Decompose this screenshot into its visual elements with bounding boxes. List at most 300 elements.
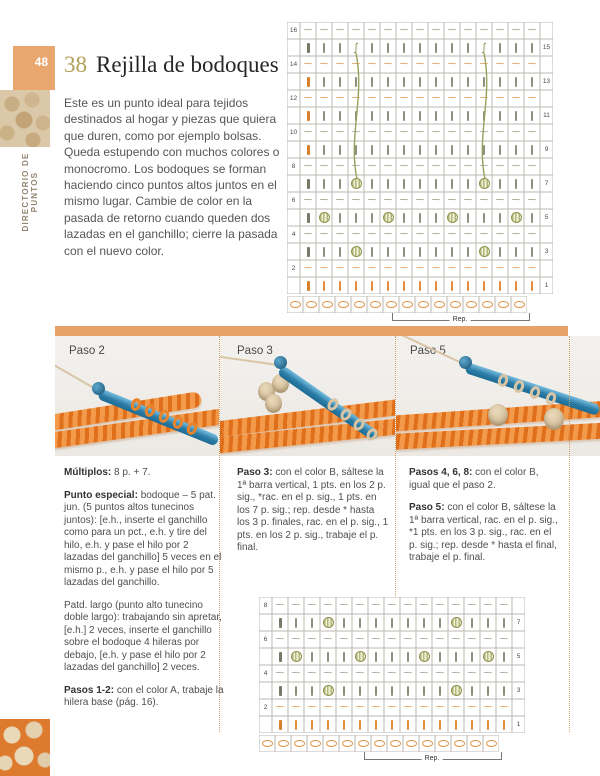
chart-cell	[428, 158, 444, 175]
long-stitch-symbol: ∫	[353, 41, 359, 54]
chart-cell	[444, 107, 460, 124]
chart-cell	[380, 226, 396, 243]
bobble-symbol	[451, 685, 462, 696]
bobble-symbol	[355, 651, 366, 662]
chart-cell	[448, 614, 464, 631]
return-pass-symbol: ~	[367, 228, 377, 240]
row-number-left: 6	[287, 192, 300, 209]
chart-cell	[460, 243, 476, 260]
return-pass-symbol: ~	[335, 92, 345, 104]
return-pass-symbol: ~	[483, 633, 493, 645]
chart-cell	[476, 124, 492, 141]
return-pass-symbol: ~	[351, 262, 361, 274]
chart-cell	[368, 614, 384, 631]
chain-stitch-symbol	[434, 301, 445, 308]
tss-bar-symbol	[391, 652, 393, 662]
chart-cell	[396, 90, 412, 107]
chart-cell	[492, 243, 508, 260]
chart-cell	[480, 699, 496, 716]
row-number-right	[540, 226, 553, 243]
chart-cell	[428, 243, 444, 260]
chart-cell	[316, 141, 332, 158]
return-pass-symbol: ~	[319, 92, 329, 104]
chart-cell	[428, 73, 444, 90]
chart-cell	[272, 648, 288, 665]
chart-cell	[396, 73, 412, 90]
return-pass-symbol: ~	[351, 58, 361, 70]
chart-cell	[476, 73, 492, 90]
tss-bar-symbol	[311, 618, 313, 628]
return-pass-symbol: ~	[303, 262, 313, 274]
tss-bar-symbol	[451, 43, 453, 53]
tss-bar-symbol	[375, 652, 377, 662]
chart-cell	[444, 56, 460, 73]
chart-cell	[480, 682, 496, 699]
tss-bar-symbol	[487, 686, 489, 696]
chart-cell	[348, 90, 364, 107]
chart-row	[287, 90, 553, 107]
tss-bar-symbol	[295, 618, 297, 628]
chart-cell	[460, 209, 476, 226]
chart-cell	[380, 124, 396, 141]
row-number-left: 2	[259, 699, 272, 716]
chain-cell	[259, 735, 275, 752]
chart-cell	[348, 124, 364, 141]
tss-bar-symbol	[307, 281, 310, 291]
return-pass-symbol: ~	[451, 667, 461, 679]
row-number-left	[287, 107, 300, 124]
tss-bar-symbol	[483, 281, 485, 291]
chart-cell	[396, 175, 412, 192]
return-pass-symbol: ~	[435, 701, 445, 713]
tss-bar-symbol	[339, 179, 341, 189]
return-pass-symbol: ~	[335, 194, 345, 206]
tss-bar-symbol	[435, 145, 437, 155]
chart-cell	[428, 141, 444, 158]
instruction-block	[409, 467, 561, 492]
return-pass-symbol: ~	[431, 160, 441, 172]
chart-cell	[496, 614, 512, 631]
chart-cell	[288, 597, 304, 614]
tss-bar-symbol	[323, 145, 325, 155]
chart-cell	[444, 39, 460, 56]
chart-cell	[396, 260, 412, 277]
chart-cell	[336, 614, 352, 631]
tss-bar-symbol	[307, 213, 310, 223]
row-number-left: 12	[287, 90, 300, 107]
chart-cell	[364, 73, 380, 90]
chart-cell	[396, 124, 412, 141]
chart-cell	[476, 277, 492, 294]
chart-cell	[332, 141, 348, 158]
return-pass-symbol: ~	[451, 599, 461, 611]
chart-cell	[288, 648, 304, 665]
tss-bar-symbol	[531, 145, 533, 155]
chart-cell	[492, 73, 508, 90]
chart-row	[287, 124, 553, 141]
chart-cell	[476, 141, 492, 158]
tss-bar-symbol	[531, 179, 533, 189]
chart-cell	[412, 39, 428, 56]
tss-bar-symbol	[487, 720, 489, 730]
chart-cell	[320, 665, 336, 682]
row-number-left: 6	[259, 631, 272, 648]
return-pass-symbol: ~	[479, 228, 489, 240]
return-pass-symbol: ~	[447, 262, 457, 274]
chart-cell	[492, 277, 508, 294]
return-pass-symbol: ~	[303, 58, 313, 70]
chart-cell	[492, 141, 508, 158]
tss-bar-symbol	[515, 247, 517, 257]
instruction-lead: Paso 3:	[237, 467, 273, 478]
chart-cell	[364, 158, 380, 175]
chart-row	[287, 73, 553, 90]
tss-bar-symbol	[387, 77, 389, 87]
chart-cell	[348, 226, 364, 243]
chart-cell	[396, 107, 412, 124]
chart-cell	[364, 90, 380, 107]
return-pass-symbol: ~	[399, 228, 409, 240]
tss-bar-symbol	[295, 720, 297, 730]
return-pass-symbol: ~	[323, 633, 333, 645]
chart-cell	[300, 158, 316, 175]
tss-bar-symbol	[359, 720, 361, 730]
chart-cell	[300, 243, 316, 260]
chart-cell	[368, 631, 384, 648]
chart-cell	[412, 277, 428, 294]
chart-cell	[304, 597, 320, 614]
instruction-text: con el color B, sáltese la 1ª barra vertical, 1 pts. en los 2 p. sig., *rac. en el p. sig., 1 pts. en los 7 p. sig.; rep. desde * hasta los 3 p. finales, rac. en el p. sig., 1 pts. en los 2 p. sig., trabaje el p. final.	[237, 467, 389, 553]
chart-cell	[428, 22, 444, 39]
row-number-left	[259, 716, 272, 733]
chart-cell	[300, 22, 316, 39]
tss-bar-symbol	[307, 179, 310, 189]
return-pass-symbol: ~	[275, 633, 285, 645]
tss-bar-symbol	[467, 77, 469, 87]
chart-cell	[492, 124, 508, 141]
chart-cell	[380, 209, 396, 226]
chart-cell	[380, 141, 396, 158]
return-pass-symbol: ~	[339, 633, 349, 645]
instruction-text: con el color A, trabaje la hilera base (pág. 16).	[64, 684, 224, 708]
chart-cell	[332, 277, 348, 294]
chart-cell	[348, 39, 364, 56]
tss-bar-symbol	[343, 686, 345, 696]
return-pass-symbol: ~	[467, 667, 477, 679]
chart-cell	[272, 597, 288, 614]
tss-bar-symbol	[419, 247, 421, 257]
tss-bar-symbol	[355, 213, 357, 223]
chart-cell	[300, 39, 316, 56]
chart-cell	[316, 277, 332, 294]
chart-cell	[380, 39, 396, 56]
tss-bar-symbol	[279, 720, 282, 730]
chart-cell	[320, 699, 336, 716]
row-number-right	[512, 699, 525, 716]
chart-cell	[464, 597, 480, 614]
return-pass-symbol: ~	[435, 667, 445, 679]
return-pass-symbol: ~	[307, 701, 317, 713]
chart-cell	[348, 73, 364, 90]
chart-cell	[300, 90, 316, 107]
chart-cell	[460, 107, 476, 124]
chart-cell	[316, 107, 332, 124]
instruction-text: con el color B, igual que el paso 2.	[409, 467, 539, 491]
chart-cell	[300, 124, 316, 141]
tss-bar-symbol	[403, 247, 405, 257]
chart-cell	[496, 648, 512, 665]
chart-cell	[300, 226, 316, 243]
tss-bar-symbol	[355, 77, 357, 87]
chart-cell	[492, 192, 508, 209]
chart-cell	[352, 699, 368, 716]
chain-cell	[383, 296, 399, 313]
chart-cell	[348, 158, 364, 175]
chart-cell	[332, 73, 348, 90]
chart-cell	[412, 175, 428, 192]
chart-cell	[492, 22, 508, 39]
stitch-title: Rejilla de bodoques	[96, 52, 279, 77]
tss-bar-symbol	[355, 111, 357, 121]
tss-bar-symbol	[455, 652, 457, 662]
tss-bar-symbol	[515, 145, 517, 155]
return-pass-symbol: ~	[387, 633, 397, 645]
chart-row	[259, 648, 525, 665]
return-pass-symbol: ~	[419, 599, 429, 611]
chart-cell	[492, 158, 508, 175]
chain-stitch-symbol	[370, 301, 381, 308]
chart-cell	[428, 124, 444, 141]
return-pass-symbol: ~	[399, 24, 409, 36]
chart-cell	[508, 56, 524, 73]
chart-cell	[524, 243, 540, 260]
chart-cell	[316, 39, 332, 56]
chain-stitch-symbol	[498, 301, 509, 308]
chart-cell	[352, 597, 368, 614]
chain-stitch-symbol	[390, 740, 401, 747]
chart-cell	[416, 682, 432, 699]
tss-bar-symbol	[387, 281, 389, 291]
chart-cell	[304, 682, 320, 699]
tss-bar-symbol	[311, 720, 313, 730]
row-number-right	[512, 665, 525, 682]
chart-cell	[460, 226, 476, 243]
tss-bar-symbol	[451, 281, 453, 291]
chart-cell	[320, 614, 336, 631]
chain-cell	[511, 296, 527, 313]
return-pass-symbol: ~	[319, 24, 329, 36]
return-pass-symbol: ~	[335, 160, 345, 172]
row-number-right	[540, 260, 553, 277]
tss-bar-symbol	[503, 686, 505, 696]
chart-cell	[300, 209, 316, 226]
tss-bar-symbol	[483, 213, 485, 223]
return-pass-symbol: ~	[447, 160, 457, 172]
chart-cell	[384, 682, 400, 699]
row-number-right: 11	[540, 107, 553, 124]
tss-bar-symbol	[515, 281, 517, 291]
row-number-right: 3	[540, 243, 553, 260]
chart-cell	[464, 682, 480, 699]
return-pass-symbol: ~	[483, 667, 493, 679]
return-pass-symbol: ~	[479, 24, 489, 36]
chart-cell	[364, 192, 380, 209]
return-pass-symbol: ~	[415, 24, 425, 36]
return-pass-symbol: ~	[371, 667, 381, 679]
return-pass-symbol: ~	[323, 701, 333, 713]
chart-cell	[412, 22, 428, 39]
chart-cell	[464, 699, 480, 716]
return-pass-symbol: ~	[483, 599, 493, 611]
chain-cell	[447, 296, 463, 313]
crochet-hook-head	[274, 356, 287, 369]
chart-cell	[524, 39, 540, 56]
tss-bar-symbol	[531, 213, 533, 223]
chart-cell	[332, 260, 348, 277]
return-pass-symbol: ~	[479, 194, 489, 206]
row-number-left	[287, 141, 300, 158]
instruction-lead: Paso 5:	[409, 502, 445, 513]
chart-cell	[400, 665, 416, 682]
chart-cell	[300, 175, 316, 192]
tss-bar-symbol	[403, 43, 405, 53]
row-number-right: 1	[512, 716, 525, 733]
return-pass-symbol: ~	[399, 262, 409, 274]
chart-cell	[492, 260, 508, 277]
chain-stitch-symbol	[486, 740, 497, 747]
chart-cell	[448, 716, 464, 733]
chart-cell	[332, 158, 348, 175]
return-pass-symbol: ~	[511, 24, 521, 36]
tss-bar-symbol	[419, 281, 421, 291]
chart-cell	[316, 226, 332, 243]
return-pass-symbol: ~	[383, 160, 393, 172]
chart-cell	[476, 107, 492, 124]
chart-cell	[332, 243, 348, 260]
return-pass-symbol: ~	[463, 228, 473, 240]
return-pass-symbol: ~	[495, 194, 505, 206]
return-pass-symbol: ~	[415, 126, 425, 138]
return-pass-symbol: ~	[415, 160, 425, 172]
tss-bar-symbol	[387, 179, 389, 189]
tss-bar-symbol	[435, 281, 437, 291]
chart-cell	[492, 56, 508, 73]
tss-bar-symbol	[531, 77, 533, 87]
return-pass-symbol: ~	[419, 633, 429, 645]
tss-bar-symbol	[487, 618, 489, 628]
tss-bar-symbol	[387, 43, 389, 53]
chart-cell	[464, 631, 480, 648]
chart-cell	[524, 260, 540, 277]
chart-cell	[508, 107, 524, 124]
chart-cell	[432, 614, 448, 631]
chart-cell	[428, 209, 444, 226]
return-pass-symbol: ~	[383, 194, 393, 206]
tss-bar-symbol	[467, 145, 469, 155]
chart-cell	[416, 648, 432, 665]
chart-cell	[384, 614, 400, 631]
chart-cell	[400, 716, 416, 733]
tss-bar-symbol	[419, 145, 421, 155]
chart-cell	[380, 192, 396, 209]
return-pass-symbol: ~	[527, 58, 537, 70]
tss-bar-symbol	[531, 111, 533, 121]
tss-bar-symbol	[323, 247, 325, 257]
bobble-symbol	[383, 212, 394, 223]
chart-cell	[508, 39, 524, 56]
tss-bar-symbol	[339, 247, 341, 257]
chart-cell	[320, 597, 336, 614]
return-pass-symbol: ~	[387, 667, 397, 679]
return-pass-symbol: ~	[499, 701, 509, 713]
chain-stitch-symbol	[450, 301, 461, 308]
chart-cell	[348, 192, 364, 209]
tss-bar-symbol	[327, 652, 329, 662]
chart-row	[287, 260, 553, 277]
chart-cell	[380, 73, 396, 90]
chart-cell	[460, 175, 476, 192]
chart-cell	[332, 22, 348, 39]
chart-cell	[428, 260, 444, 277]
return-pass-symbol: ~	[431, 126, 441, 138]
chart-cell	[432, 716, 448, 733]
chart-cell	[352, 614, 368, 631]
chart-cell	[476, 158, 492, 175]
row-number-right: 5	[540, 209, 553, 226]
tss-bar-symbol	[455, 720, 457, 730]
chart-cell	[364, 209, 380, 226]
return-pass-symbol: ~	[495, 24, 505, 36]
chain-cell	[483, 735, 499, 752]
row-number-left	[259, 648, 272, 665]
tss-bar-symbol	[423, 618, 425, 628]
bobble-symbol	[479, 246, 490, 257]
tss-bar-symbol	[439, 652, 441, 662]
tss-bar-symbol	[407, 720, 409, 730]
chart-cell	[460, 141, 476, 158]
return-pass-symbol: ~	[383, 92, 393, 104]
chart-row	[287, 209, 553, 226]
chart-cell	[380, 243, 396, 260]
tss-bar-symbol	[531, 281, 533, 291]
chain-stitch-symbol	[470, 740, 481, 747]
chain-stitch-symbol	[354, 301, 365, 308]
tss-bar-symbol	[323, 77, 325, 87]
chart-cell	[304, 716, 320, 733]
chart-cell	[508, 226, 524, 243]
tss-bar-symbol	[403, 179, 405, 189]
chain-stitch-symbol	[454, 740, 465, 747]
chart-cell	[380, 90, 396, 107]
tss-bar-symbol	[403, 213, 405, 223]
chart-cell	[464, 716, 480, 733]
tss-bar-symbol	[307, 43, 310, 53]
chart-cell	[336, 631, 352, 648]
return-pass-symbol: ~	[499, 667, 509, 679]
return-pass-symbol: ~	[319, 126, 329, 138]
chain-cell	[367, 296, 383, 313]
return-pass-symbol: ~	[367, 262, 377, 274]
chart-cell	[432, 682, 448, 699]
tss-bar-symbol	[407, 618, 409, 628]
chart-cell	[352, 665, 368, 682]
chart-cell	[400, 648, 416, 665]
instruction-block	[64, 600, 224, 675]
chart-cell	[352, 716, 368, 733]
chain-cell	[403, 735, 419, 752]
return-pass-symbol: ~	[495, 92, 505, 104]
chart-cell	[272, 699, 288, 716]
